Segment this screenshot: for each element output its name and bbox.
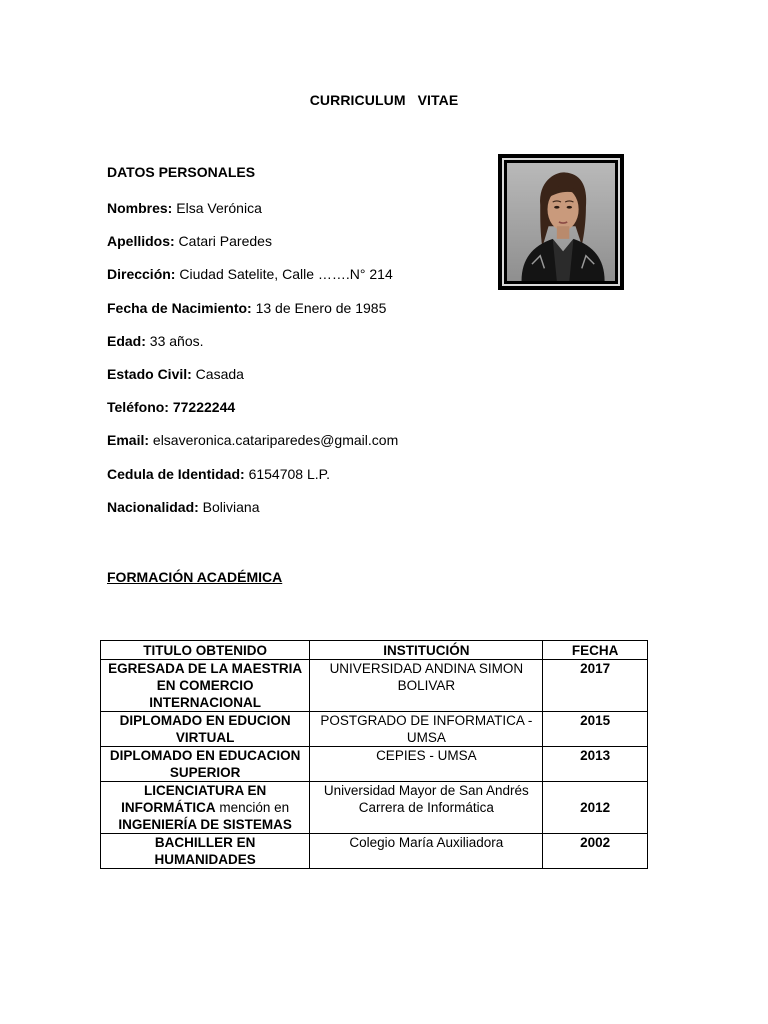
cell-institution: UNIVERSIDAD ANDINA SIMON BOLIVAR bbox=[310, 660, 543, 712]
cell-title: EGRESADA DE LA MAESTRIA EN COMERCIO INTERNACIONAL bbox=[101, 660, 310, 712]
cell-title bbox=[101, 782, 310, 834]
cell-institution bbox=[310, 782, 543, 834]
personal-data-heading: DATOS PERSONALES bbox=[107, 164, 256, 180]
field-apellidos bbox=[107, 233, 272, 249]
education-heading: FORMACIÓN ACADÉMICA bbox=[107, 569, 283, 585]
portrait-image bbox=[507, 163, 615, 281]
field-label: Nombres: bbox=[107, 200, 173, 216]
field-value: 6154708 L.P. bbox=[244, 466, 331, 482]
field-cedula bbox=[107, 466, 330, 482]
table-header-row bbox=[101, 641, 648, 660]
field-email bbox=[107, 432, 398, 448]
field-telefono bbox=[107, 399, 235, 415]
institution-line-1: Universidad Mayor de San Andrés bbox=[323, 783, 529, 798]
document-title: CURRICULUM VITAE bbox=[309, 92, 459, 108]
field-label: Teléfono: bbox=[107, 399, 169, 415]
field-estado-civil bbox=[107, 366, 244, 382]
table-row bbox=[101, 747, 648, 782]
title-specialty: INGENIERÍA DE SISTEMAS bbox=[118, 817, 292, 832]
field-label: Estado Civil: bbox=[107, 366, 192, 382]
cell-date: 2002 bbox=[543, 834, 648, 869]
field-value: 77222244 bbox=[168, 399, 236, 415]
field-label: Dirección: bbox=[107, 266, 176, 282]
cell-title: DIPLOMADO EN EDUCION VIRTUAL bbox=[101, 712, 310, 747]
field-value: Ciudad Satelite, Calle …….N° 214 bbox=[175, 266, 393, 282]
field-direccion bbox=[107, 266, 393, 282]
title-degree: LICENCIATURA EN INFORMÁTICA bbox=[121, 783, 267, 815]
field-label: Edad: bbox=[107, 333, 146, 349]
field-nombres bbox=[107, 200, 262, 216]
field-value: elsaveronica.catariparedes@gmail.com bbox=[149, 432, 399, 448]
cell-date: 2015 bbox=[543, 712, 648, 747]
field-nacionalidad bbox=[107, 499, 260, 515]
column-header-fecha: FECHA bbox=[543, 641, 648, 660]
institution-line-2: Carrera de Informática bbox=[358, 800, 494, 815]
cell-title: BACHILLER EN HUMANIDADES bbox=[101, 834, 310, 869]
field-edad bbox=[107, 333, 204, 349]
cell-date: 2012 bbox=[543, 782, 648, 834]
cell-institution: CEPIES - UMSA bbox=[310, 747, 543, 782]
field-value: 33 años. bbox=[145, 333, 204, 349]
field-value: Boliviana bbox=[198, 499, 260, 515]
field-value: 13 de Enero de 1985 bbox=[251, 300, 387, 316]
profile-photo bbox=[498, 154, 624, 290]
field-value: Casada bbox=[191, 366, 244, 382]
field-label: Email: bbox=[107, 432, 150, 448]
photo-inner-border bbox=[502, 158, 620, 286]
cell-date: 2013 bbox=[543, 747, 648, 782]
education-table bbox=[100, 640, 648, 869]
field-value: Elsa Verónica bbox=[172, 200, 262, 216]
table-row bbox=[101, 712, 648, 747]
field-label: Fecha de Nacimiento: bbox=[107, 300, 252, 316]
title-connector: mención en bbox=[215, 800, 290, 815]
column-header-titulo: TITULO OBTENIDO bbox=[101, 641, 310, 660]
cell-title: DIPLOMADO EN EDUCACION SUPERIOR bbox=[101, 747, 310, 782]
table-row bbox=[101, 660, 648, 712]
column-header-institucion: INSTITUCIÓN bbox=[310, 641, 543, 660]
cell-institution: Colegio María Auxiliadora bbox=[310, 834, 543, 869]
field-value: Catari Paredes bbox=[174, 233, 272, 249]
field-label: Apellidos: bbox=[107, 233, 175, 249]
table-row bbox=[101, 834, 648, 869]
field-label: Cedula de Identidad: bbox=[107, 466, 245, 482]
table-row bbox=[101, 782, 648, 834]
cell-institution: POSTGRADO DE INFORMATICA - UMSA bbox=[310, 712, 543, 747]
cell-date: 2017 bbox=[543, 660, 648, 712]
field-label: Nacionalidad: bbox=[107, 499, 199, 515]
field-fecha-nacimiento bbox=[107, 300, 386, 316]
